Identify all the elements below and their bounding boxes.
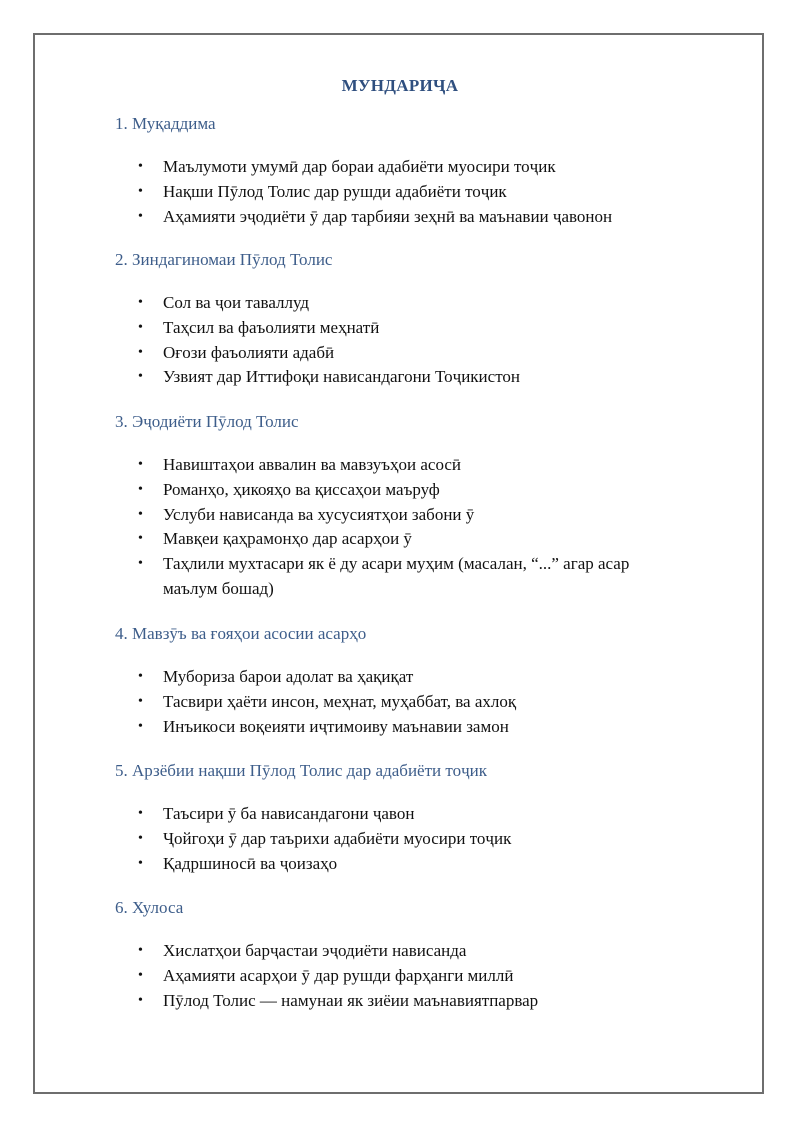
list-item: • Узвият дар Иттифоқи нависандагони Тоҷикистон [115, 365, 715, 390]
bullet-list [115, 939, 715, 1013]
section-evaluation [115, 760, 715, 876]
list-item: • Хислатҳои барҷастаи эҷодиёти нависанда [115, 939, 715, 964]
list-item: • Тасвири ҳаёти инсон, меҳнат, муҳаббат, ва ахлоқ [115, 690, 715, 715]
list-item: • Маълумоти умумӣ дар бораи адабиёти муосири тоҷик [115, 155, 715, 180]
section-heading: 5. Арзёбии нақши Пӯлод Толис дар адабиёти тоҷик [115, 761, 487, 780]
list-item: • Қадршиносӣ ва ҷоизаҳо [115, 852, 715, 877]
list-item: • Ҷойгоҳи ӯ дар таърихи адабиёти муосири тоҷик [115, 827, 715, 852]
list-item: • Навиштаҳои аввалин ва мавзуъҳои асосӣ [115, 453, 685, 478]
section-heading: 2. Зиндагиномаи Пӯлод Толис [115, 250, 333, 269]
bullet-list [115, 665, 715, 739]
bullet-list [115, 453, 685, 602]
list-item: • Мавқеи қаҳрамонҳо дар асарҳои ӯ [115, 527, 685, 552]
list-item: • Аҳамияти эҷодиёти ӯ дар тарбияи зеҳнӣ ва маънавии ҷавонон [115, 205, 715, 230]
document-title: МУНДАРИҶА [341, 76, 459, 95]
section-heading: 1. Муқаддима [115, 114, 216, 133]
list-item: • Пӯлод Толис — намунаи як зиёии маънавиятпарвар [115, 989, 715, 1014]
list-item: • Инъикоси воқеияти иҷтимоиву маънавии замон [115, 715, 715, 740]
list-item: • Мубориза барои адолат ва ҳақиқат [115, 665, 715, 690]
list-item: • Таъсири ӯ ба нависандагони ҷавон [115, 802, 715, 827]
list-item: • Сол ва ҷои таваллуд [115, 291, 715, 316]
bullet-list [115, 155, 715, 229]
section-heading: 4. Мавзӯъ ва ғояҳои асосии асарҳо [115, 624, 367, 643]
section-conclusion [115, 897, 715, 1013]
list-item: • Нақши Пӯлод Толис дар рушди адабиёти тоҷик [115, 180, 715, 205]
list-item: • Оғози фаъолияти адабӣ [115, 341, 715, 366]
section-heading: 3. Эҷодиёти Пӯлод Толис [115, 412, 299, 431]
bullet-list [115, 802, 715, 876]
list-item: • Аҳамияти асарҳои ӯ дар рушди фарҳанги миллӣ [115, 964, 715, 989]
section-introduction [115, 113, 715, 229]
section-works [115, 411, 715, 602]
section-themes [115, 623, 715, 739]
bullet-list [115, 291, 715, 390]
list-item: • Таҳлили мухтасари як ё ду асари муҳим (масалан, “...” агар асар маълум бошад) [115, 552, 685, 602]
section-heading: 6. Хулоса [115, 898, 184, 917]
list-item: • Услуби нависанда ва хусусиятҳои забони ӯ [115, 503, 685, 528]
section-biography [115, 249, 715, 390]
list-item: • Таҳсил ва фаъолияти меҳнатӣ [115, 316, 715, 341]
list-item: • Романҳо, ҳикояҳо ва қиссаҳои маъруф [115, 478, 685, 503]
